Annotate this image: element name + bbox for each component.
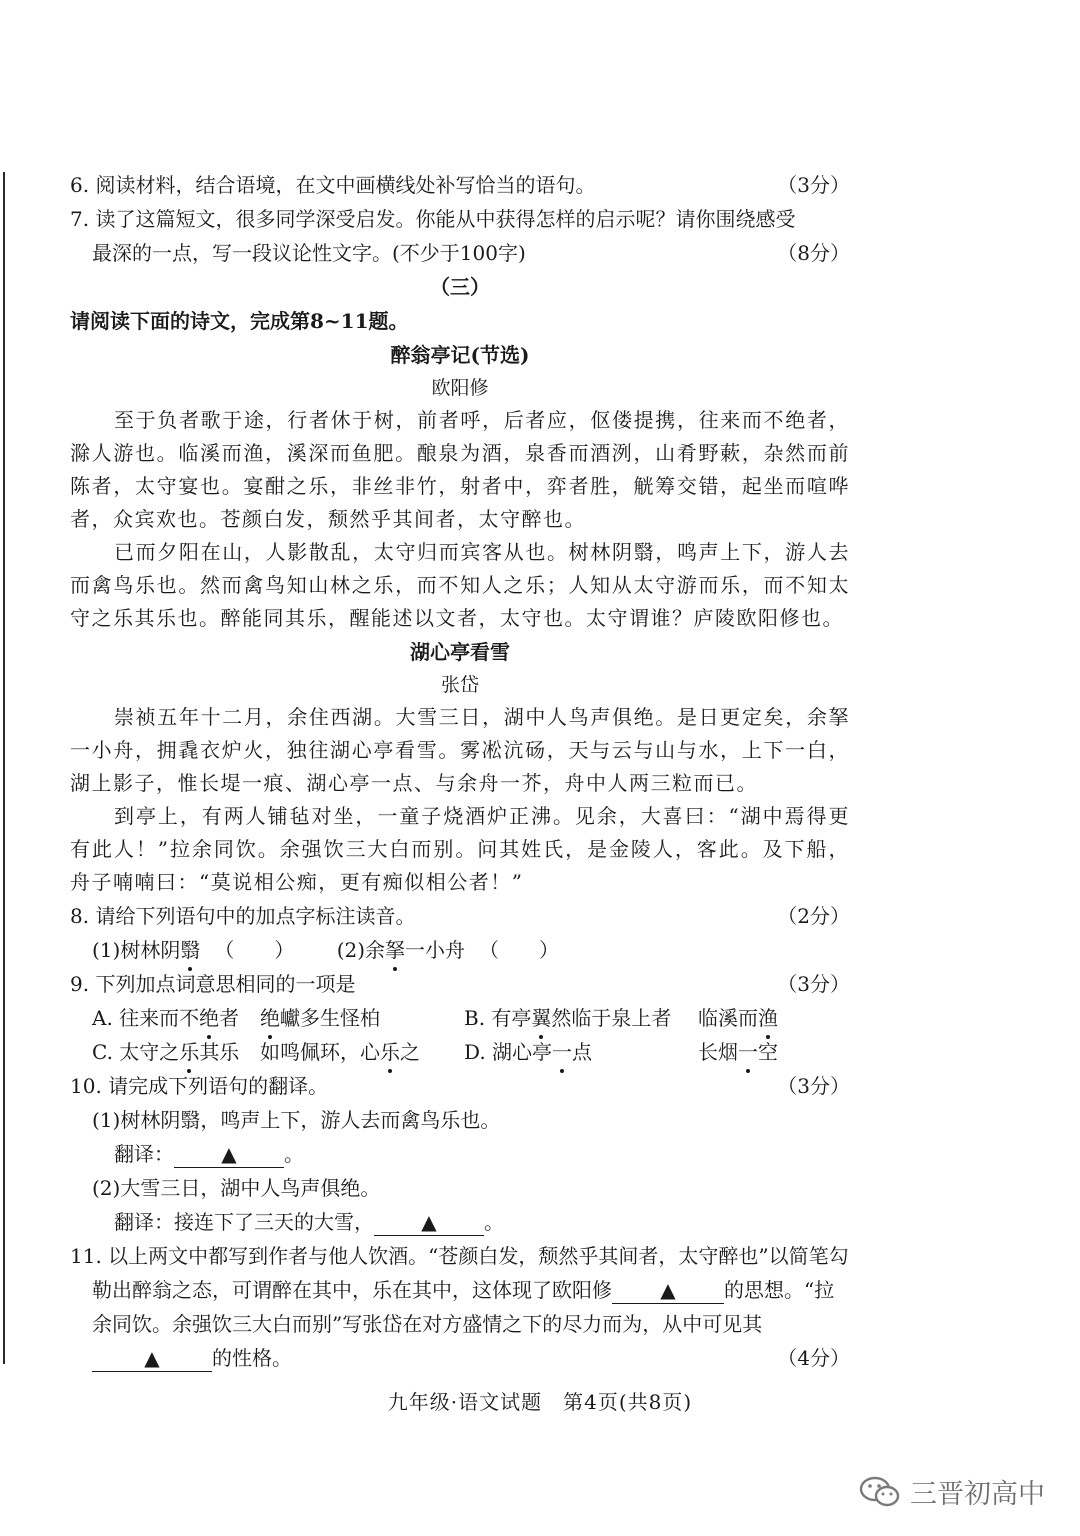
q10-score: （3分） [777, 1074, 850, 1098]
question-9: 9. 下列加点词意思相同的一项是 （3分） [70, 967, 850, 1001]
text1-paragraph-2: 已而夕阳在山，人影散乱，太守归而宾客从也。树林阴翳，鸣声上下，游人去而禽鸟乐也。然而禽鸟知山林之乐，而不知人之乐；人知从太守游而乐，而不知太守之乐其乐也。醉能同其乐，醒能述以文者，太守也。太守谓谁？庐陵欧阳修也。 [70, 540, 850, 630]
option-d: D. 湖心亭一点 [464, 1035, 592, 1069]
exam-page [70, 168, 850, 1375]
option-c: C. 太守之乐其乐 [92, 1035, 239, 1069]
q9-score: （3分） [777, 972, 850, 996]
watermark-text: 三晋初高中 [910, 1479, 1045, 1510]
text2-paragraph-2: 到亭上，有两人铺毡对坐，一童子烧酒炉正沸。见余，大喜曰：“湖中焉得更有此人！”拉余同饮。余强饮三大白而别。问其姓氏，是金陵人，客此。及下船，舟子喃喃曰：“莫说相公痴，更有痴似相公者！” [70, 804, 850, 894]
question-11-line3: 余同饮。余强饮三大白而别”写张岱在对方盛情之下的尽力而为，从中可见其 [92, 1312, 763, 1336]
question-10-translation-1: 翻译： ▲ 。 [114, 1142, 304, 1166]
section-title: （三） [430, 275, 490, 299]
option-a-compare: 绝巘多生怪柏 [260, 1001, 380, 1035]
question-11-line1: 11. 以上两文中都写到作者与他人饮酒。“苍颜白发，颓然乎其间者，太守醉也”以简笔勾 [70, 1244, 849, 1268]
option-b: B. 有亭翼然临于泉上者 [464, 1001, 671, 1035]
question-9-options-ab [70, 1001, 850, 1035]
question-8-items: (1)树林阴翳 （ ） (2)余拏一小舟 （ ） [70, 933, 850, 967]
q6-score: （3分） [777, 173, 850, 197]
wechat-icon [858, 1474, 902, 1510]
question-11-line2: 勒出醉翁之态，可谓醉在其中，乐在其中，这体现了欧阳修 ▲ 的思想。“拉 [92, 1278, 835, 1302]
question-10-sentence-2: (2)大雪三日，湖中人鸟声俱绝。 [92, 1176, 381, 1200]
text2-title: 湖心亭看雪 [410, 640, 510, 664]
answer-blank: ▲ [174, 1141, 284, 1168]
q7-score: （8分） [777, 241, 850, 265]
answer-blank: （ ） [214, 938, 295, 962]
text1-author: 欧阳修 [431, 377, 489, 399]
dotted-char: 翳 [180, 933, 200, 967]
question-7-line1: 7. 读了这篇短文，很多同学深受启发。你能从中获得怎样的启示呢？请你围绕感受 [70, 207, 796, 231]
margin-line [3, 172, 5, 1364]
watermark [858, 1472, 1045, 1511]
answer-blank: （ ） [479, 938, 560, 962]
q8-score: （2分） [777, 904, 850, 928]
page-footer: 九年级·语文试题 第4页(共8页) [387, 1390, 693, 1414]
text2-author: 张岱 [440, 674, 479, 696]
question-7-line2: 最深的一点，写一段议论性文字。(不少于100字) （8分） [70, 236, 850, 270]
answer-blank: ▲ [92, 1345, 212, 1372]
question-10: 10. 请完成下列语句的翻译。 （3分） [70, 1069, 850, 1103]
answer-blank: ▲ [612, 1277, 724, 1304]
answer-blank: ▲ [374, 1209, 484, 1236]
option-d-compare: 长烟一空 [698, 1035, 778, 1069]
text2-paragraph-1: 崇祯五年十二月，余住西湖。大雪三日，湖中人鸟声俱绝。是日更定矣，余拏一小舟，拥毳衣炉火，独往湖心亭看雪。雾凇沆砀，天与云与山与水，上下一白，湖上影子，惟长堤一痕、湖心亭一点、与余舟一芥，舟中人两三粒而已。 [70, 705, 850, 795]
question-10-translation-2: 翻译：接连下了三天的大雪， ▲ 。 [114, 1210, 504, 1234]
question-8: 8. 请给下列语句中的加点字标注读音。 （2分） [70, 899, 850, 933]
question-10-sentence-1: (1)树林阴翳，鸣声上下，游人去而禽鸟乐也。 [92, 1108, 501, 1132]
option-c-compare: 如鸣佩环，心乐之 [260, 1035, 420, 1069]
question-9-options-cd [70, 1035, 850, 1069]
question-6: 6. 阅读材料，结合语境，在文中画横线处补写恰当的语句。 （3分） [70, 168, 850, 202]
dotted-char: 拏 [385, 933, 405, 967]
text1-paragraph-1: 至于负者歌于途，行者休于树，前者呼，后者应，伛偻提携，往来而不绝者，滁人游也。临溪而渔，溪深而鱼肥。酿泉为酒，泉香而酒洌，山肴野蔌，杂然而前陈者，太守宴也。宴酣之乐，非丝非竹，射者中，弈者胜，觥筹交错，起坐而喧哗者，众宾欢也。苍颜白发，颓然乎其间者，太守醉也。 [70, 408, 850, 531]
q11-score: （4分） [777, 1346, 850, 1370]
option-b-compare: 临溪而渔 [698, 1001, 778, 1035]
text1-title: 醉翁亭记(节选) [390, 343, 530, 367]
question-11-line4: ▲ 的性格。 （4分） [70, 1341, 850, 1375]
section-instruction: 请阅读下面的诗文，完成第8~11题。 [70, 309, 409, 333]
option-a: A. 往来而不绝者 [92, 1001, 239, 1035]
